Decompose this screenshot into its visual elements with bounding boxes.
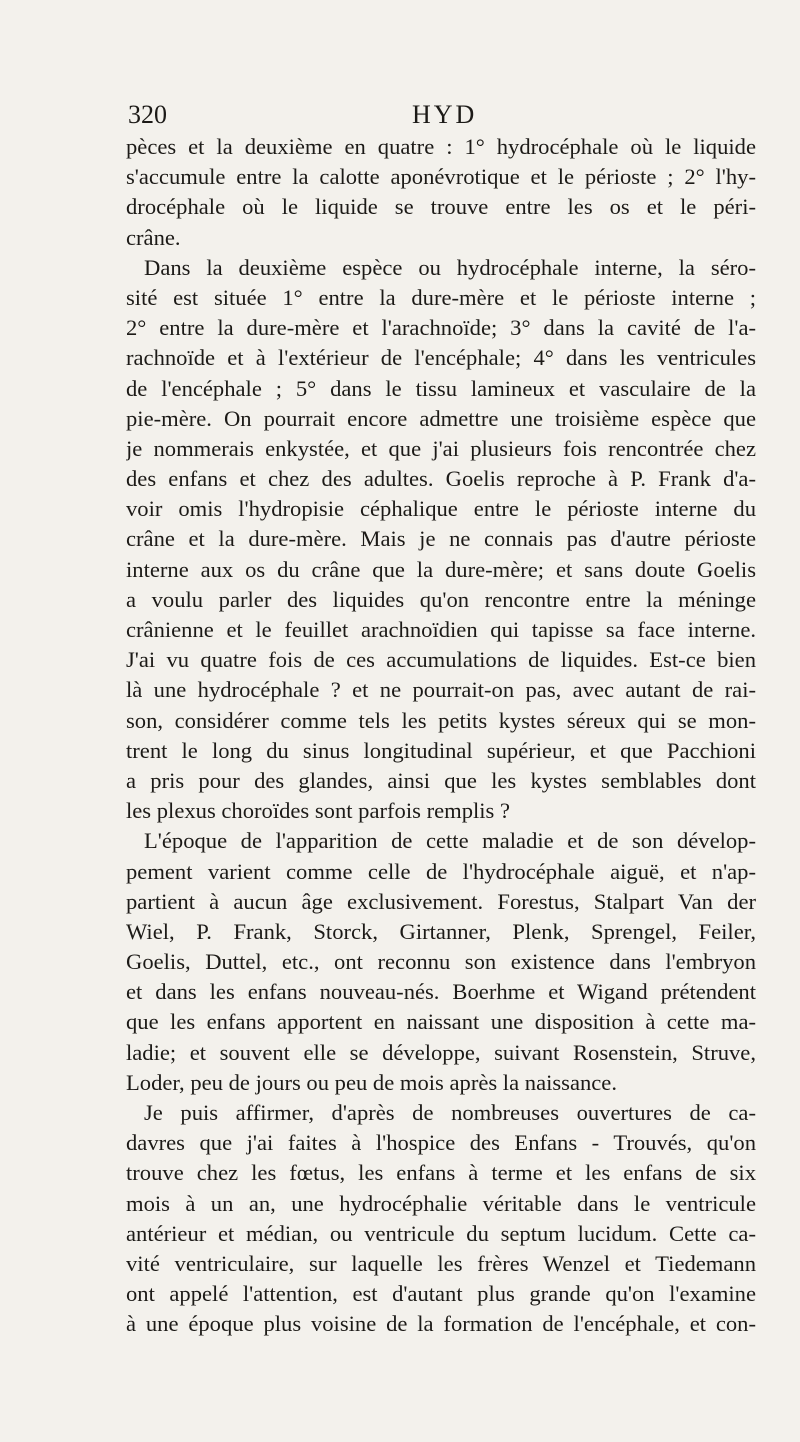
text-line: que les enfans apportent en naissant une disposition à cette ma- — [126, 1009, 756, 1035]
running-title: HYD — [412, 100, 478, 129]
text-line: Je puis affirmer, d'après de nombreuses ouvertures de ca- — [144, 1100, 756, 1125]
text-line: ont appelé l'attention, est d'autant plus grande qu'on l'examine — [126, 1281, 756, 1307]
text-line: ladie; et souvent elle se développe, suivant Rosenstein, Struve, — [126, 1039, 756, 1065]
text-line: je nommerais enkystée, et que j'ai plusieurs fois rencontrée chez — [126, 435, 756, 461]
text-line: de l'encéphale ; 5° dans le tissu lamineux et vasculaire de la — [126, 375, 756, 401]
running-head — [128, 100, 756, 132]
text-line: les plexus choroïdes sont parfois remplis ? — [126, 798, 511, 824]
text-line: a pris pour des glandes, ainsi que les kystes semblables dont — [126, 767, 756, 793]
text-line: 2° entre la dure-mère et l'arachnoïde; 3° dans la cavité de l'a- — [126, 315, 756, 341]
text-line: interne aux os du crâne que la dure-mère; et sans doute Goelis — [126, 556, 756, 582]
text-line: pèces et la deuxième en quatre : 1° hydrocéphale où le liquide — [126, 134, 756, 159]
text-line: crânienne et le feuillet arachnoïdien qui tapisse sa face interne. — [126, 617, 756, 642]
text-line: L'époque de l'apparition de cette maladie et de son dévelop- — [144, 828, 756, 854]
text-line: s'accumule entre la calotte aponévrotique et le périoste ; 2° l'hy- — [126, 164, 756, 190]
text-line: Goelis, Duttel, etc., ont reconnu son existence dans l'embryon — [126, 949, 756, 975]
text-line: crâne. — [126, 224, 181, 250]
text-line: son, considérer comme tels les petits kystes séreux qui se mon- — [126, 707, 756, 733]
text-line: vité ventriculaire, sur laquelle les frères Wenzel et Tiedemann — [126, 1250, 756, 1276]
text-line: trent le long du sinus longitudinal supérieur, et que Pacchioni — [126, 737, 756, 763]
text-line: rachnoïde et à l'extérieur de l'encéphale; 4° dans les ventricules — [126, 345, 756, 371]
text-line: drocéphale où le liquide se trouve entre les os et le péri- — [126, 194, 756, 220]
text-line: voir omis l'hydropisie céphalique entre le périoste interne du — [126, 496, 756, 522]
text-line: là une hydrocéphale ? et ne pourrait-on pas, avec autant de rai- — [126, 677, 756, 703]
text-line: davres que j'ai faites à l'hospice des Enfans - Trouvés, qu'on — [126, 1130, 756, 1156]
text-line: pie-mère. On pourrait encore admettre une troisième espèce que — [126, 405, 756, 431]
text-line: des enfans et chez des adultes. Goelis reproche à P. Frank d'a- — [126, 466, 756, 492]
text-line: trouve chez les fœtus, les enfans à terme et les enfans de six — [126, 1160, 756, 1186]
text-line: mois à un an, une hydrocéphalie véritable dans le ventricule — [126, 1190, 756, 1216]
text-line: Wiel, P. Frank, Storck, Girtanner, Plenk, Sprengel, Feiler, — [126, 918, 756, 944]
text-line: Loder, peu de jours ou peu de mois après la naissance. — [126, 1069, 617, 1095]
text-line: partient à aucun âge exclusivement. Forestus, Stalpart Van der — [126, 888, 756, 914]
text-line: a voulu parler des liquides qu'on rencontre entre la méninge — [126, 586, 756, 612]
page-number: 320 — [128, 100, 167, 129]
text-line: antérieur et médian, ou ventricule du septum lucidum. Cette ca- — [126, 1220, 756, 1246]
text-line: sité est située 1° entre la dure-mère et le périoste interne ; — [126, 284, 756, 310]
text-line: et dans les enfans nouveau-nés. Boerhme et Wigand prétendent — [126, 979, 756, 1005]
text-line: à une époque plus voisine de la formation de l'encéphale, et con- — [126, 1311, 756, 1337]
text-line: crâne et la dure-mère. Mais je ne connais pas d'autre périoste — [126, 526, 756, 552]
text-line: Dans la deuxième espèce ou hydrocéphale interne, la séro- — [144, 254, 756, 280]
text-line: pement varient comme celle de l'hydrocéphale aiguë, et n'ap- — [126, 858, 756, 884]
text-line: J'ai vu quatre fois de ces accumulations de liquides. Est-ce bien — [126, 647, 756, 673]
body-text — [126, 132, 756, 1340]
